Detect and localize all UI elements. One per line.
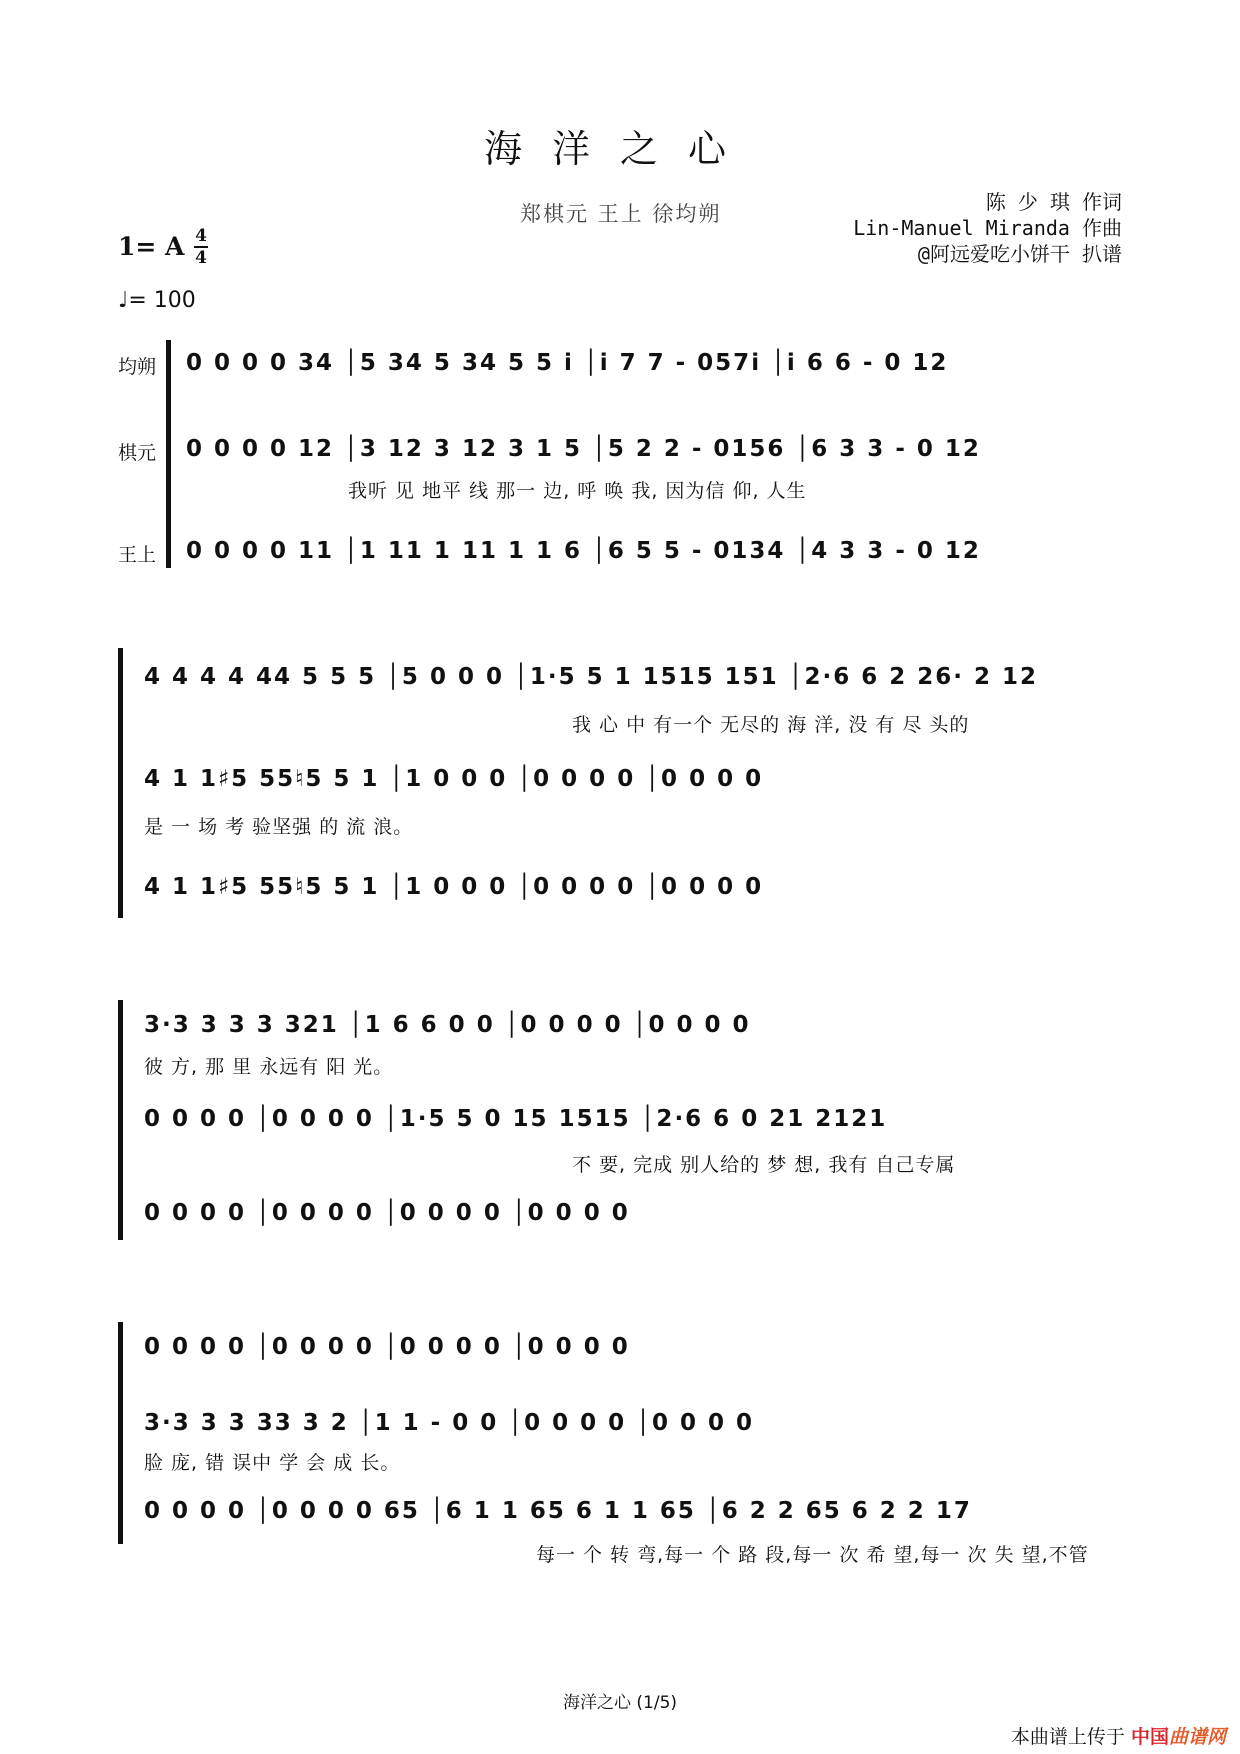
notes-row: 0 0 0 0 11 │1 11 1 11 1 1 6 │6 5 5 - 0134 │4 3 3 - 0 12 — [186, 538, 981, 564]
lyric-row: 彼 方, 那 里 永远有 阳 光。 — [144, 1056, 394, 1078]
upload-note — [1011, 1722, 1226, 1749]
notes-row: 0 0 0 0 │0 0 0 0 │0 0 0 0 │0 0 0 0 — [144, 1200, 630, 1226]
lyric-row: 我听 见 地平 线 那一 边, 呼 唤 我, 因为信 仰, 人生 — [348, 480, 807, 502]
time-signature — [194, 228, 208, 266]
composer-credit: Lin-Manuel Miranda 作曲 — [853, 216, 1122, 240]
time-numerator: 4 — [195, 226, 207, 246]
page-footer: 海洋之心 (1/5) — [562, 1693, 678, 1713]
notes-row: 3·3 3 3 3 321 │1 6 6 0 0 │0 0 0 0 │0 0 0 0 — [144, 1012, 751, 1038]
notes-row: 4 1 1♯5 55♮5 5 1 │1 0 0 0 │0 0 0 0 │0 0 0 0 — [144, 766, 764, 792]
lyric-row: 每一 个 转 弯,每一 个 路 段,每一 次 希 望,每一 次 失 望,不管 — [536, 1544, 1089, 1566]
lyric-row: 脸 庞, 错 误中 学 会 成 长。 — [144, 1452, 401, 1474]
song-title: 海洋之心 — [483, 127, 756, 171]
lyric-row: 是 一 场 考 验坚强 的 流 浪。 — [144, 816, 414, 838]
system-bracket — [118, 1000, 123, 1240]
voice-label-wangshang: 王上 — [118, 544, 157, 566]
notes-row: 4 1 1♯5 55♮5 5 1 │1 0 0 0 │0 0 0 0 │0 0 0 0 — [144, 874, 764, 900]
notes-row: 0 0 0 0 │0 0 0 0 │1·5 5 0 15 1515 │2·6 6 0 21 2121 — [144, 1106, 888, 1132]
notes-row: 0 0 0 0 │0 0 0 0 65 │6 1 1 65 6 1 1 65 │6 2 2 65 6 2 2 17 — [144, 1498, 972, 1524]
system-bracket — [118, 1322, 123, 1544]
notes-row: 4 4 4 4 44 5 5 5 │5 0 0 0 │1·5 5 1 1515 151 │2·6 6 2 26· 2 12 — [144, 664, 1039, 690]
system-bracket — [118, 648, 123, 918]
upload-prefix: 本曲谱上传于 — [1010, 1726, 1125, 1748]
notes-row: 0 0 0 0 34 │5 34 5 34 5 5 i │i 7 7 - 057i │i 6 6 - 0 12 — [186, 350, 949, 376]
site-logo-text[interactable]: 中国 — [1130, 1726, 1169, 1748]
site-logo-text-2[interactable]: 曲谱网 — [1168, 1726, 1226, 1748]
transcriber-credit: @阿远爱吃小饼干 扒谱 — [917, 242, 1122, 266]
voice-label-junshuo: 均朔 — [118, 356, 157, 378]
performers: 郑棋元 王上 徐均朔 — [520, 202, 722, 226]
lyric-row: 不 要, 完成 别人给的 梦 想, 我有 自己专属 — [572, 1154, 956, 1176]
lyricist-credit: 陈 少 琪 作词 — [985, 190, 1122, 214]
system-bracket — [166, 340, 171, 568]
lyric-row: 我 心 中 有一个 无尽的 海 洋, 没 有 尽 头的 — [572, 714, 970, 736]
time-denominator: 4 — [195, 248, 207, 268]
notes-row: 0 0 0 0 │0 0 0 0 │0 0 0 0 │0 0 0 0 — [144, 1334, 630, 1360]
key-signature: 1= A — [118, 232, 185, 261]
tempo-marking: ♩= 100 — [118, 288, 196, 313]
notes-row: 0 0 0 0 12 │3 12 3 12 3 1 5 │5 2 2 - 0156 │6 3 3 - 0 12 — [186, 436, 981, 462]
voice-label-qiyuan: 棋元 — [118, 442, 157, 464]
notes-row: 3·3 3 3 33 3 2 │1 1 - 0 0 │0 0 0 0 │0 0 0 0 — [144, 1410, 755, 1436]
